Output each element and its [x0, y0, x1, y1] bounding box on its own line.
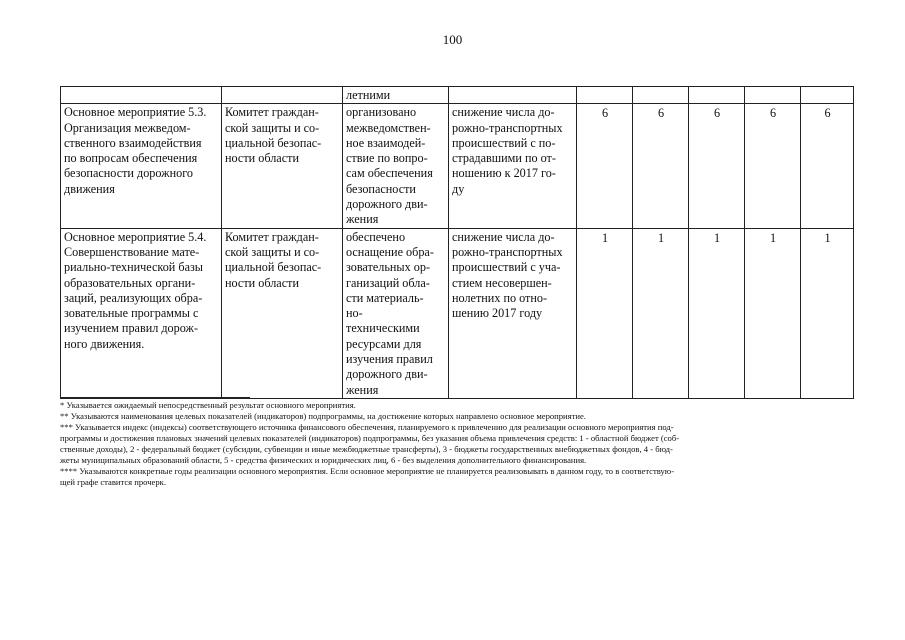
cell-value: 1: [801, 228, 854, 398]
page-number: 100: [442, 32, 463, 47]
cell-result: организовано межведомствен- ное взаимодей- ствие по вопро- сам обеспечения безопасности дорожного дви- жения: [343, 104, 449, 228]
cell-value: 6: [745, 104, 801, 228]
cell-value: 1: [745, 228, 801, 398]
cell-value: 6: [633, 104, 689, 228]
table-row-continuation: [61, 87, 854, 104]
table-row: [61, 228, 854, 398]
cell-result-continuation: летними: [343, 87, 449, 104]
cell-empty: [745, 87, 801, 104]
measures-table: [60, 86, 854, 399]
cell-value: 1: [689, 228, 745, 398]
cell-indicator: снижение числа до- рожно-транспортных происшествий с уча- стием несовершен- нолетних по отно- шению 2017 году: [449, 228, 577, 398]
cell-value: 6: [577, 104, 633, 228]
cell-empty: [61, 87, 222, 104]
cell-empty: [689, 87, 745, 104]
cell-empty: [449, 87, 577, 104]
table-row: [61, 104, 854, 228]
footnotes: [60, 397, 855, 488]
cell-value: 6: [801, 104, 854, 228]
cell-value: 1: [577, 228, 633, 398]
cell-empty: [633, 87, 689, 104]
cell-result: обеспечено оснащение обра- зовательных ор- ганизаций обла- сти материаль- но- техническими ресурсами для изучения правил дорожного дви- жения: [343, 228, 449, 398]
cell-executor: Комитет граждан- ской защиты и со- циальной безопас- ности области: [222, 104, 343, 228]
cell-measure: Основное мероприятие 5.3. Организация межведом- ственного взаимодействия по вопросам обеспечения безопасности дорожного движения: [61, 104, 222, 228]
cell-empty: [801, 87, 854, 104]
footnote-divider: [60, 397, 250, 398]
cell-empty: [222, 87, 343, 104]
footnote-4: **** Указываются конкретные годы реализации основного мероприятия. Если основное мероприятие не планируется реализовывать в данном году, то в соответствую- щей графе ставится прочерк.: [60, 466, 675, 487]
cell-empty: [577, 87, 633, 104]
cell-value: 1: [633, 228, 689, 398]
footnote-2: ** Указываются наименования целевых показателей (индикаторов) подпрограммы, на достижение которых направлено основное мероприятие.: [60, 411, 586, 421]
footnote-3: *** Указывается индекс (индексы) соответствующего источника финансового обеспечения, планируемого к привлечению для реализации основного мероприятия под- программы и достижения плановых значений целевых показателей (индикаторов) подпрограммы, без указания объема привлечения средств: 1 - областной бюджет (соб- ственные доходы), 2 - федеральный бюджет (субсидии, субвенции и иные межбюджетные трансферты), 3 - бюджеты государственных внебюджетных фондов, 4 - бюд- жеты муниципальных образований области, 5 - средства физических и юридических лиц, 6 - без выделения дополнительного финансирования.: [60, 422, 680, 465]
cell-executor: Комитет граждан- ской защиты и со- циальной безопас- ности области: [222, 228, 343, 398]
cell-indicator: снижение числа до- рожно-транспортных происшествий с по- страдавшими по от- ношению к 2017 го- ду: [449, 104, 577, 228]
footnote-1: * Указывается ожидаемый непосредственный результат основного мероприятия.: [60, 400, 356, 410]
cell-measure: Основное мероприятие 5.4. Совершенствование мате- риально-технической базы образовательных органи- заций, реализующих обра- зовательные программы с изучением правил дорож- ного движения.: [61, 228, 222, 398]
cell-value: 6: [689, 104, 745, 228]
